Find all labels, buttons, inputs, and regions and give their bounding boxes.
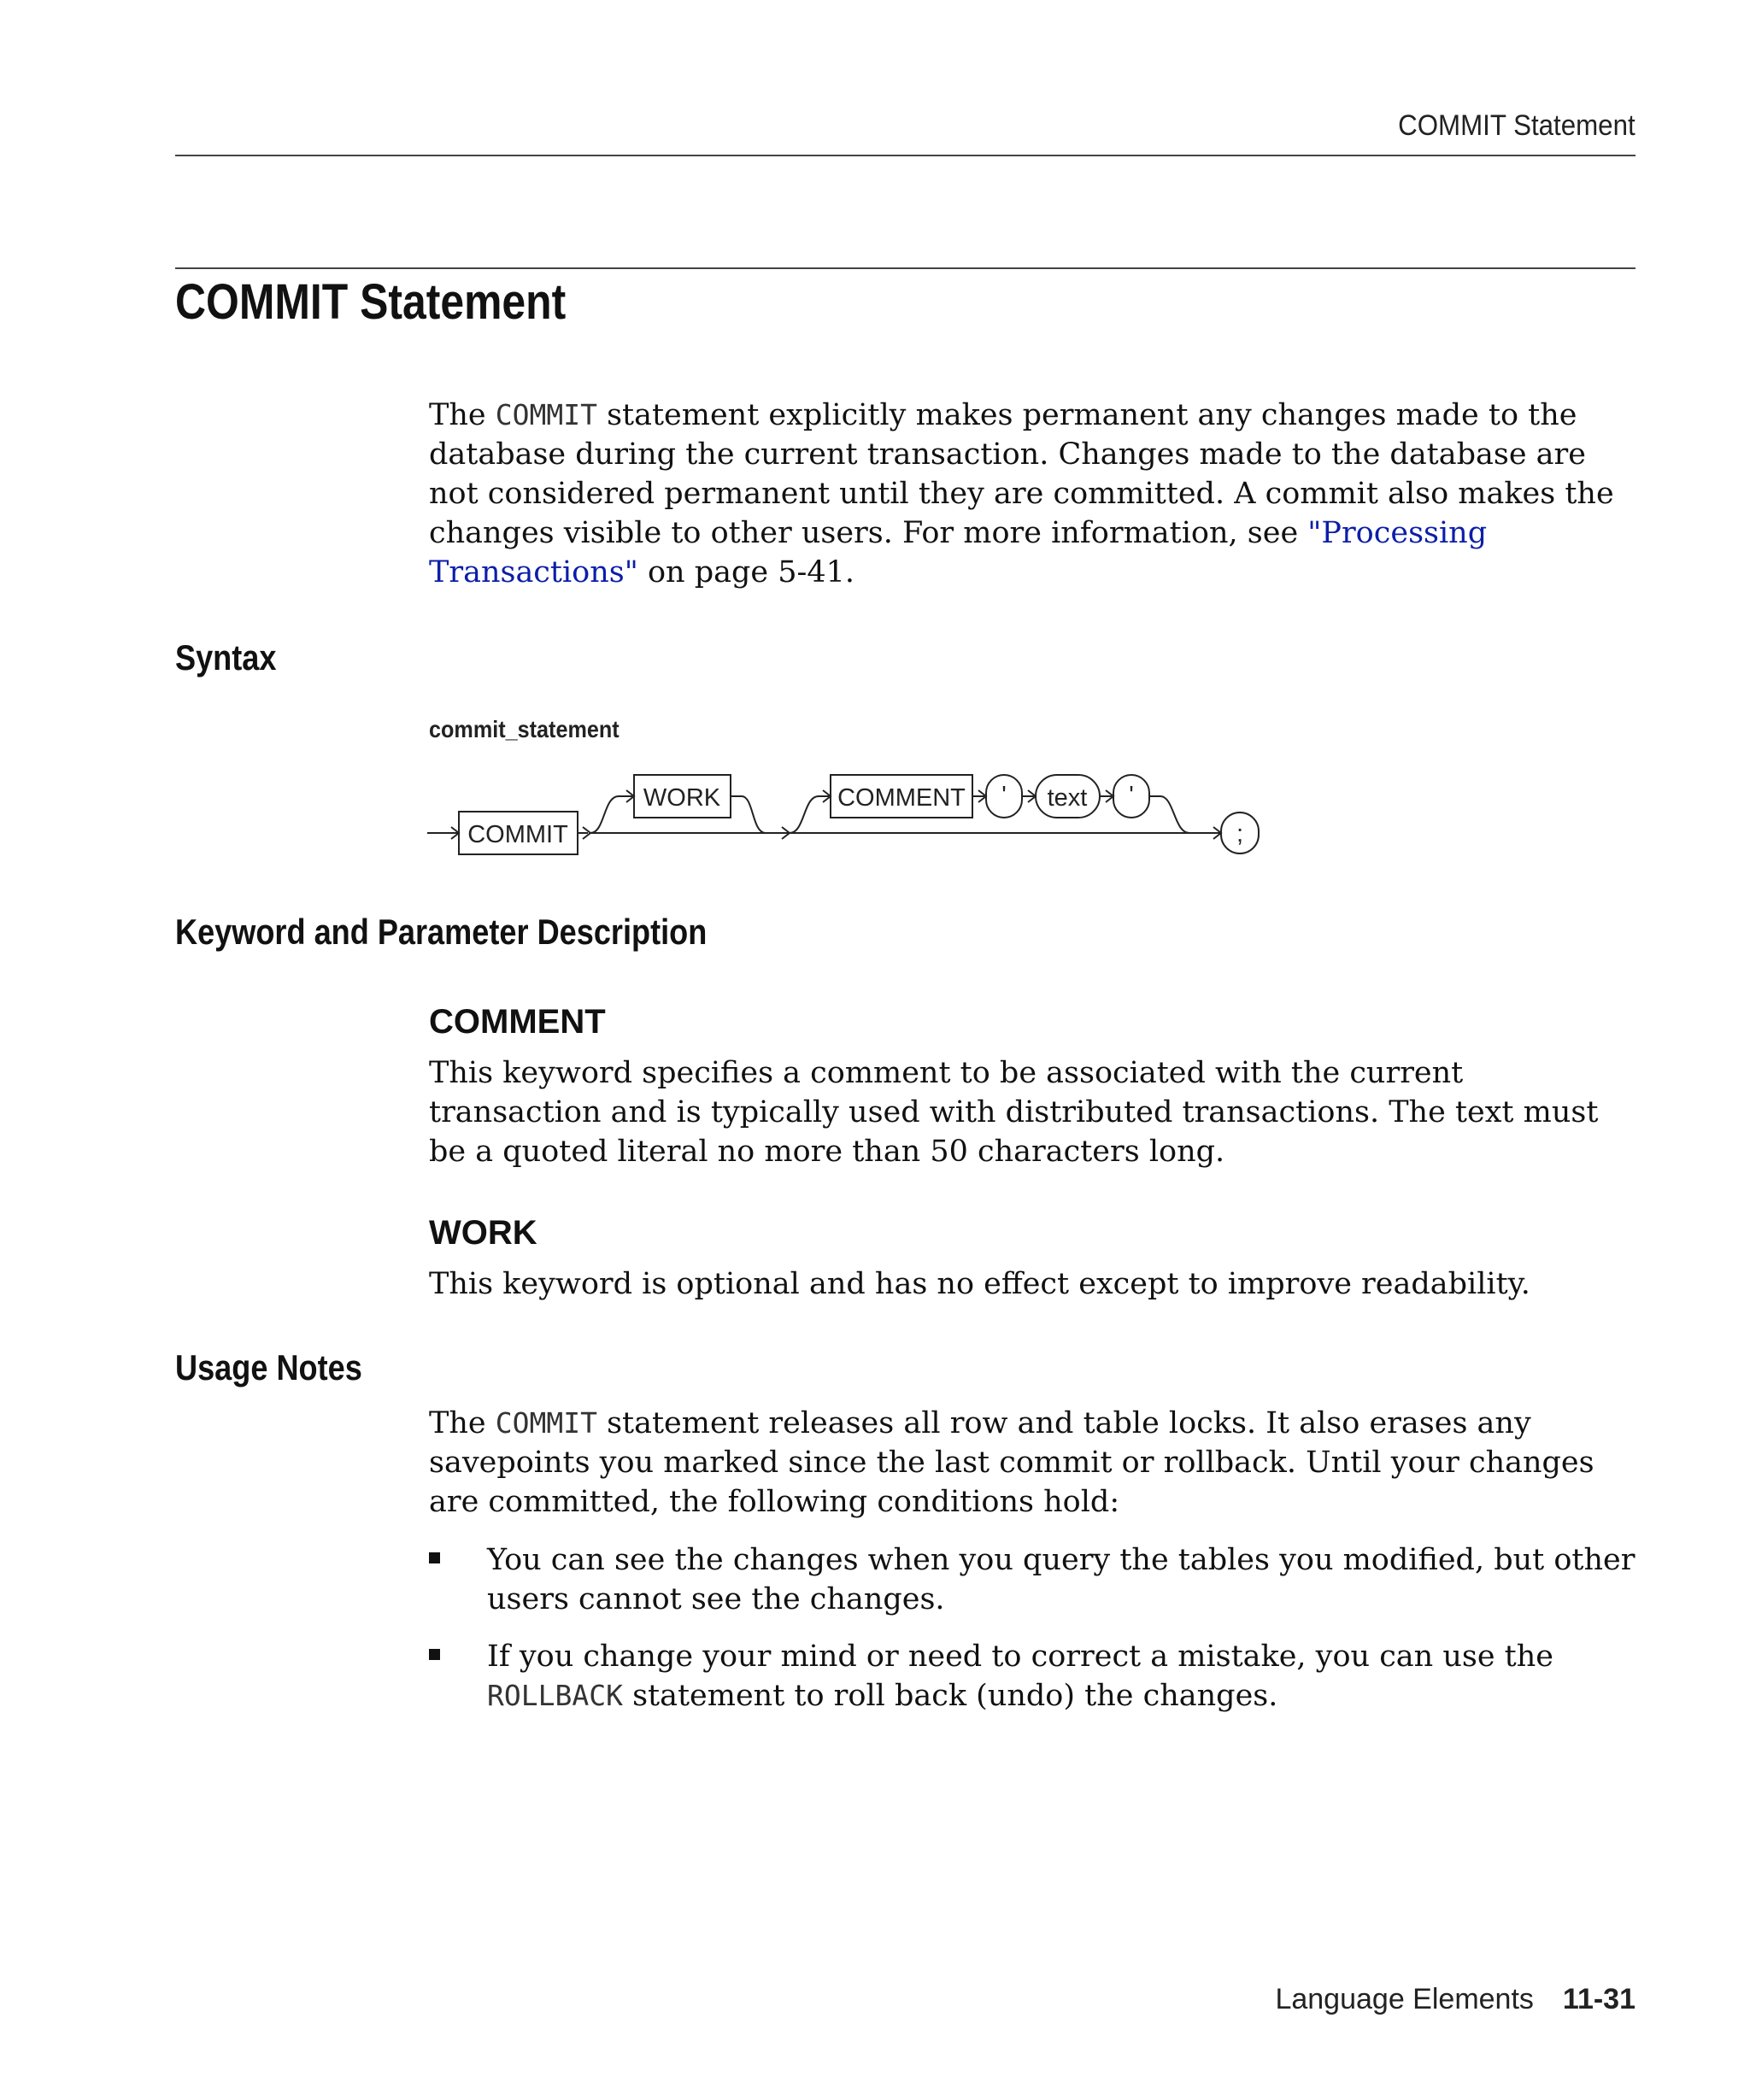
diagram-node-text: text	[1047, 784, 1088, 812]
bullet-text-1: You can see the changes when you query the tables you modified, but other users cannot see the changes.	[487, 1543, 1635, 1616]
bullet-icon	[429, 1649, 440, 1660]
diagram-node-quote-open: '	[1001, 782, 1007, 809]
keywords-heading: Keyword and Parameter Description	[175, 912, 708, 952]
usage-text-1: The	[429, 1406, 496, 1440]
diagram-node-commit: COMMIT	[467, 821, 568, 848]
intro-text-3: on page 5-41.	[637, 555, 854, 590]
bullet-icon	[429, 1552, 440, 1563]
page-number: 11-31	[1562, 1983, 1635, 2015]
diagram-label: commit_statement	[429, 716, 620, 742]
usage-text-2: statement releases all row and table locks. It also erases any savepoints you marked since the last commit or rollback. Until your changes are committed, the following conditions hold:	[429, 1406, 1594, 1519]
keyword-work-heading: WORK	[429, 1214, 537, 1252]
intro-text-2: statement explicitly makes permanent any changes made to the database during the current transaction. Changes made to the database are not considered permanent until they are committed. A commit also makes the changes visible to other users. For more information, see	[429, 398, 1614, 550]
running-header: COMMIT Statement	[1398, 109, 1635, 142]
syntax-diagram	[419, 765, 1282, 867]
usage-paragraph	[429, 1404, 1642, 1522]
keyword-comment-desc: This keyword specifies a comment to be associated with the current transaction and is typically used with distributed transactions. The text must be a quoted literal no more than 50 characters long.	[429, 1056, 1599, 1169]
intro-code: COMMIT	[495, 398, 597, 431]
bullet-2-code: ROLLBACK	[487, 1679, 623, 1712]
diagram-node-work: WORK	[643, 784, 721, 812]
bullet-2-text-pre: If you change your mind or need to correct a mistake, you can use the	[487, 1640, 1553, 1674]
diagram-node-semicolon: ;	[1236, 820, 1244, 848]
header-rule	[175, 155, 1635, 156]
bullet-text-2	[487, 1637, 1642, 1716]
title-rule	[175, 267, 1635, 269]
bullet-2-text-post: statement to roll back (undo) the changes.	[622, 1679, 1278, 1713]
processing-transactions-link[interactable]: "Processing Transactions"	[429, 516, 1488, 590]
page-title: COMMIT Statement	[175, 274, 567, 330]
diagram-node-quote-close: '	[1129, 782, 1134, 809]
footer-section: Language Elements	[1275, 1983, 1534, 2015]
keyword-work-desc: This keyword is optional and has no effect except to improve readability.	[429, 1267, 1530, 1301]
intro-paragraph	[429, 396, 1642, 592]
usage-code: COMMIT	[495, 1406, 597, 1440]
usage-notes-heading: Usage Notes	[175, 1347, 362, 1387]
page-footer	[1275, 1983, 1635, 2016]
diagram-node-comment: COMMENT	[837, 784, 966, 812]
syntax-heading: Syntax	[175, 637, 277, 678]
intro-text-1: The	[429, 398, 496, 432]
keyword-comment-heading: COMMENT	[429, 1003, 606, 1041]
